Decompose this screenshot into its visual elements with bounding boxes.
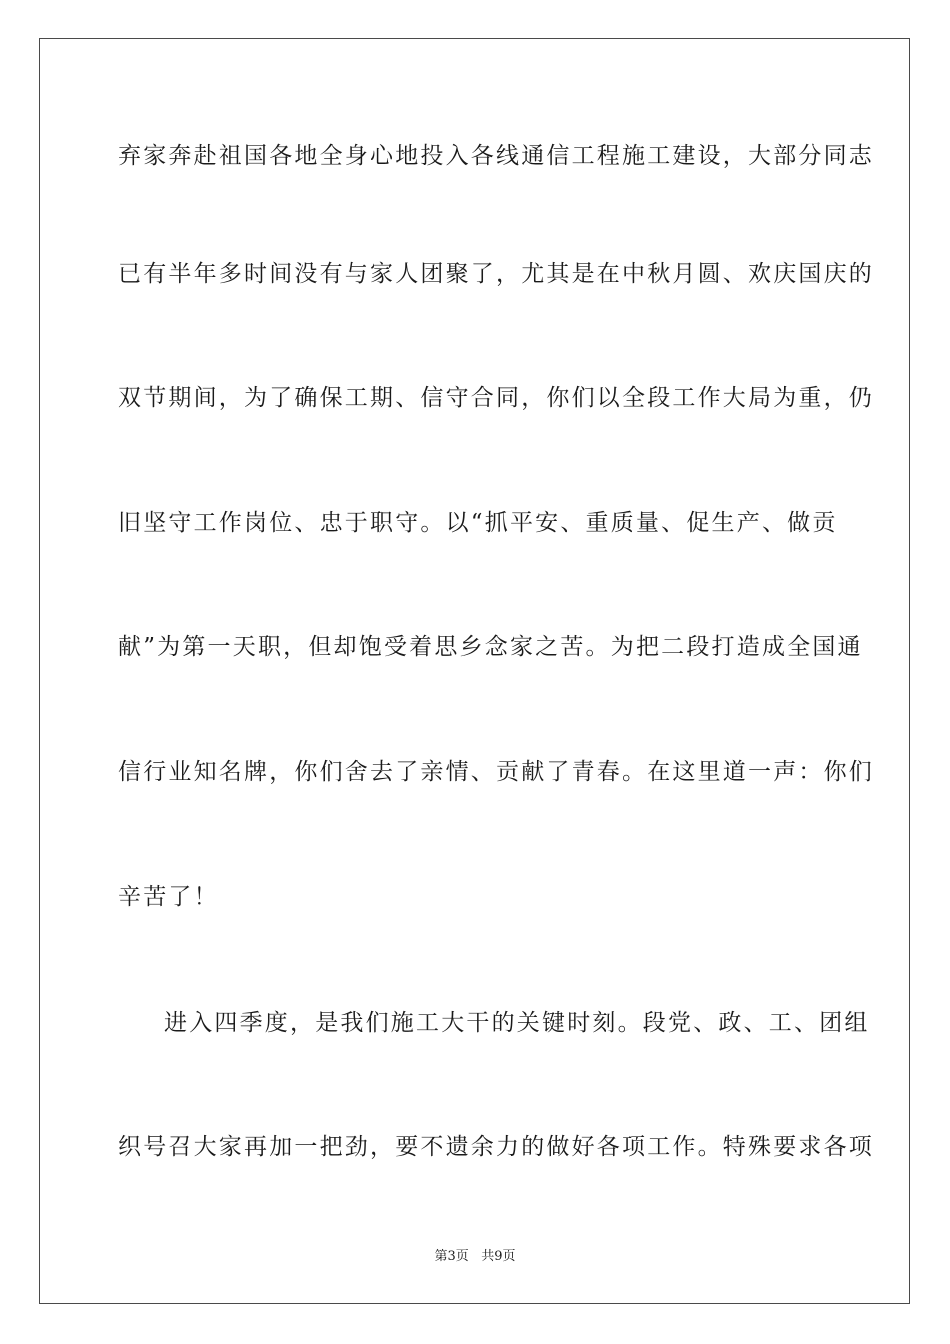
body-text-line: 辛苦了！ — [118, 884, 219, 910]
body-text-line: 双节期间，为了确保工期、信守合同，你们以全段工作大局为重，仍 — [118, 385, 874, 411]
body-text-line: 信行业知名牌，你们舍去了亲情、贡献了青春。在这里道一声：你们 — [118, 759, 874, 785]
page-total: 共9页 — [481, 1249, 516, 1264]
page-footer — [0, 1248, 950, 1266]
body-text-line: 织号召大家再加一把劲，要不遗余力的做好各项工作。特殊要求各项 — [118, 1134, 874, 1160]
body-text-line: 已有半年多时间没有与家人团聚了，尤其是在中秋月圆、欢庆国庆的 — [118, 261, 874, 287]
body-text-line: 旧坚守工作岗位、忠于职守。以“抓平安、重质量、促生产、做贡 — [118, 510, 838, 536]
page-border — [39, 38, 910, 1304]
page-number: 第3页 — [434, 1249, 469, 1264]
body-text-line: 弃家奔赴祖国各地全身心地投入各线通信工程施工建设，大部分同志 — [118, 143, 874, 169]
body-text-line: 献”为第一天职，但却饱受着思乡念家之苦。为把二段打造成全国通 — [118, 634, 863, 660]
paragraph-first-line: 进入四季度，是我们施工大干的关键时刻。段党、政、工、团组 — [164, 1010, 870, 1036]
